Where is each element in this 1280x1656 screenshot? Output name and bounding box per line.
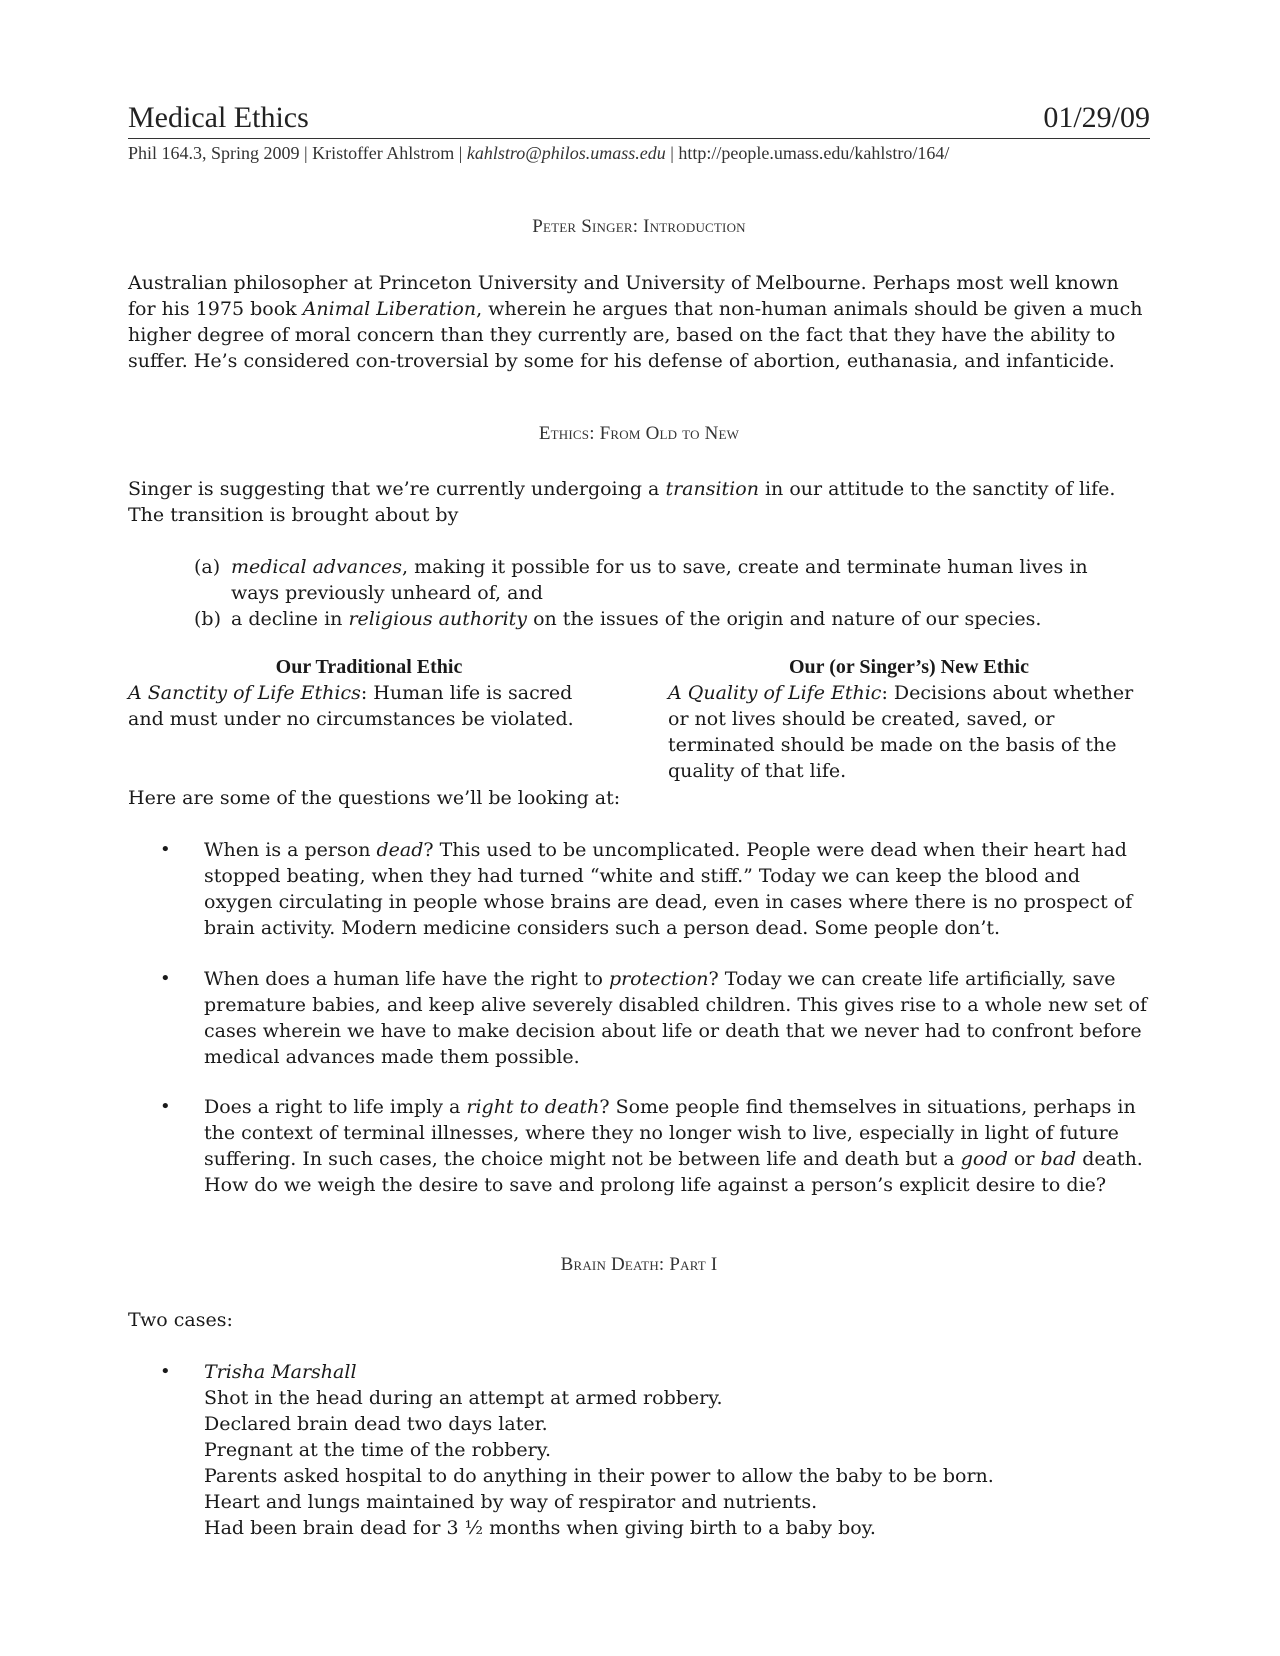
cases-intro: Two cases: bbox=[128, 1309, 233, 1331]
list-item-body: on the issues of the origin and nature of our species. bbox=[527, 608, 1042, 630]
intro-text-2: , wherein he argues that non-human animals should be given a much higher degree of moral concern than they currently are, based on the fact that they have the ability to suffer. He’s considered con-troversial by some for his defense of abortion, euthanasia, and infanticide. bbox=[128, 298, 1143, 372]
questions-list-2 bbox=[160, 966, 1150, 1070]
list-item bbox=[160, 1359, 1150, 1541]
intro-book-title: Animal Liberation bbox=[302, 298, 477, 320]
traditional-ethic-heading: Our Traditional Ethic bbox=[275, 656, 463, 678]
traditional-ethic-column bbox=[128, 654, 610, 784]
question-prefix: When is a person bbox=[204, 839, 377, 861]
case-line: Had been brain dead for 3 ½ months when giving birth to a baby boy. bbox=[204, 1517, 876, 1539]
new-ethic-text bbox=[668, 680, 1150, 784]
list-item bbox=[160, 1094, 1150, 1198]
list-item bbox=[194, 606, 1134, 632]
course-info-prefix: Phil 164.3, Spring 2009 | Kristoffer Ahlstrom | bbox=[128, 143, 467, 163]
case-details bbox=[204, 1359, 1150, 1541]
question-connector: or bbox=[1007, 1148, 1041, 1170]
ethics-text-2: in our attitude to the sanctity of life. The transition is brought about by bbox=[128, 478, 1116, 526]
question-body: ? Some people find themselves in situations, perhaps in the context of terminal illnesses, where they no longer wish to live, especially in light of future suffering. In such cases, the choice might not be between life and death but a bbox=[204, 1096, 1136, 1170]
traditional-ethic-body: : Human life is sacred and must under no circumstances be violated. bbox=[128, 682, 574, 730]
instructor-email: kahlstro@philos.umass.edu bbox=[466, 143, 666, 163]
question-emphasis-good: good bbox=[960, 1148, 1008, 1170]
question-emphasis-bad: bad bbox=[1040, 1148, 1077, 1170]
list-item-text bbox=[204, 837, 1150, 941]
transition-causes-list bbox=[194, 554, 1134, 632]
list-item-text bbox=[231, 606, 1041, 632]
case-line: Parents asked hospital to do anything in their power to allow the baby to be born. bbox=[204, 1465, 994, 1487]
document-header bbox=[128, 101, 1150, 135]
intro-paragraph bbox=[128, 270, 1150, 374]
bullet-icon: • bbox=[160, 1361, 171, 1382]
new-ethic-label: A Quality of Life Ethic bbox=[668, 682, 882, 704]
ethics-paragraph bbox=[128, 476, 1150, 528]
ethics-emphasis: transition bbox=[665, 478, 759, 500]
bullet-icon: • bbox=[160, 839, 171, 860]
question-emphasis: protection bbox=[608, 968, 709, 990]
ethics-text-1: Singer is suggesting that we’re currently undergoing a bbox=[128, 478, 666, 500]
case-line: Heart and lungs maintained by way of respirator and nutrients. bbox=[204, 1491, 818, 1513]
cases-list bbox=[160, 1359, 1150, 1541]
traditional-ethic-label: A Sanctity of Life Ethics bbox=[128, 682, 361, 704]
list-item-text bbox=[204, 966, 1150, 1070]
ethics-comparison bbox=[128, 654, 1150, 784]
list-item bbox=[160, 966, 1150, 1070]
list-item-prefix: a decline in bbox=[231, 608, 349, 630]
section-title-intro: Peter Singer: Introduction bbox=[532, 216, 746, 237]
case-line: Pregnant at the time of the robbery. bbox=[204, 1439, 552, 1461]
course-info-line bbox=[128, 141, 1168, 165]
list-item-text bbox=[204, 1094, 1150, 1198]
list-item-label: (a) bbox=[194, 556, 221, 578]
document-date: 01/29/09 bbox=[1043, 101, 1150, 134]
question-emphasis: dead bbox=[376, 839, 424, 861]
list-item-body: , making it possible for us to save, create and terminate human lives in ways previously unheard of, and bbox=[231, 556, 1088, 604]
bullet-icon: • bbox=[160, 968, 171, 989]
section-title-ethics: Ethics: From Old to New bbox=[538, 423, 740, 444]
questions-list-3 bbox=[160, 1094, 1150, 1198]
new-ethic-body: : Decisions about whether or not lives should be created, saved, or terminated should be made on the basis of the quality of that life. bbox=[668, 682, 1134, 782]
course-title: Medical Ethics bbox=[128, 101, 309, 134]
intro-text-1: Australian philosopher at Princeton University and University of Melbourne. Perhaps most well known for his 1975 book bbox=[128, 272, 1119, 320]
list-item bbox=[194, 554, 1134, 606]
questions-intro: Here are some of the questions we’ll be looking at: bbox=[128, 787, 621, 809]
question-body: ? Today we can create life artificially, save premature babies, and keep alive severely disabled children. This gives rise to a whole new set of cases wherein we have to make decision about life or death that we never had to confront before medical advances made them possible. bbox=[204, 968, 1148, 1068]
question-ending: death. How do we weigh the desire to save and prolong life against a person’s explicit desire to die? bbox=[204, 1148, 1143, 1196]
bullet-icon: • bbox=[160, 1096, 171, 1117]
list-item-text bbox=[231, 554, 1134, 606]
case-name: Trisha Marshall bbox=[204, 1361, 357, 1383]
question-prefix: When does a human life have the right to bbox=[204, 968, 609, 990]
case-line: Declared brain dead two days later. bbox=[204, 1413, 548, 1435]
question-emphasis: right to death bbox=[466, 1096, 600, 1118]
new-ethic-column bbox=[668, 654, 1150, 784]
questions-list bbox=[160, 837, 1150, 941]
list-item bbox=[160, 837, 1150, 941]
case-line: Shot in the head during an attempt at armed robbery. bbox=[204, 1387, 723, 1409]
list-item-label: (b) bbox=[194, 608, 221, 630]
course-info-suffix: | http://people.umass.edu/kahlstro/164/ bbox=[665, 143, 950, 163]
new-ethic-heading: Our (or Singer’s) New Ethic bbox=[789, 656, 1029, 678]
traditional-ethic-text bbox=[128, 680, 610, 732]
list-item-emphasis: religious authority bbox=[348, 608, 528, 630]
question-body: ? This used to be uncomplicated. People were dead when their heart had stopped beating, when they had turned “white and stiff.” Today we can keep the blood and oxygen circulating in people whose brains are dead, even in cases where there is no prospect of brain activity. Modern medicine considers such a person dead. Some people don’t. bbox=[204, 839, 1133, 939]
question-prefix: Does a right to life imply a bbox=[204, 1096, 467, 1118]
header-divider bbox=[128, 138, 1150, 139]
section-title-brain-death: Brain Death: Part I bbox=[560, 1254, 718, 1275]
list-item-emphasis: medical advances bbox=[231, 556, 403, 578]
